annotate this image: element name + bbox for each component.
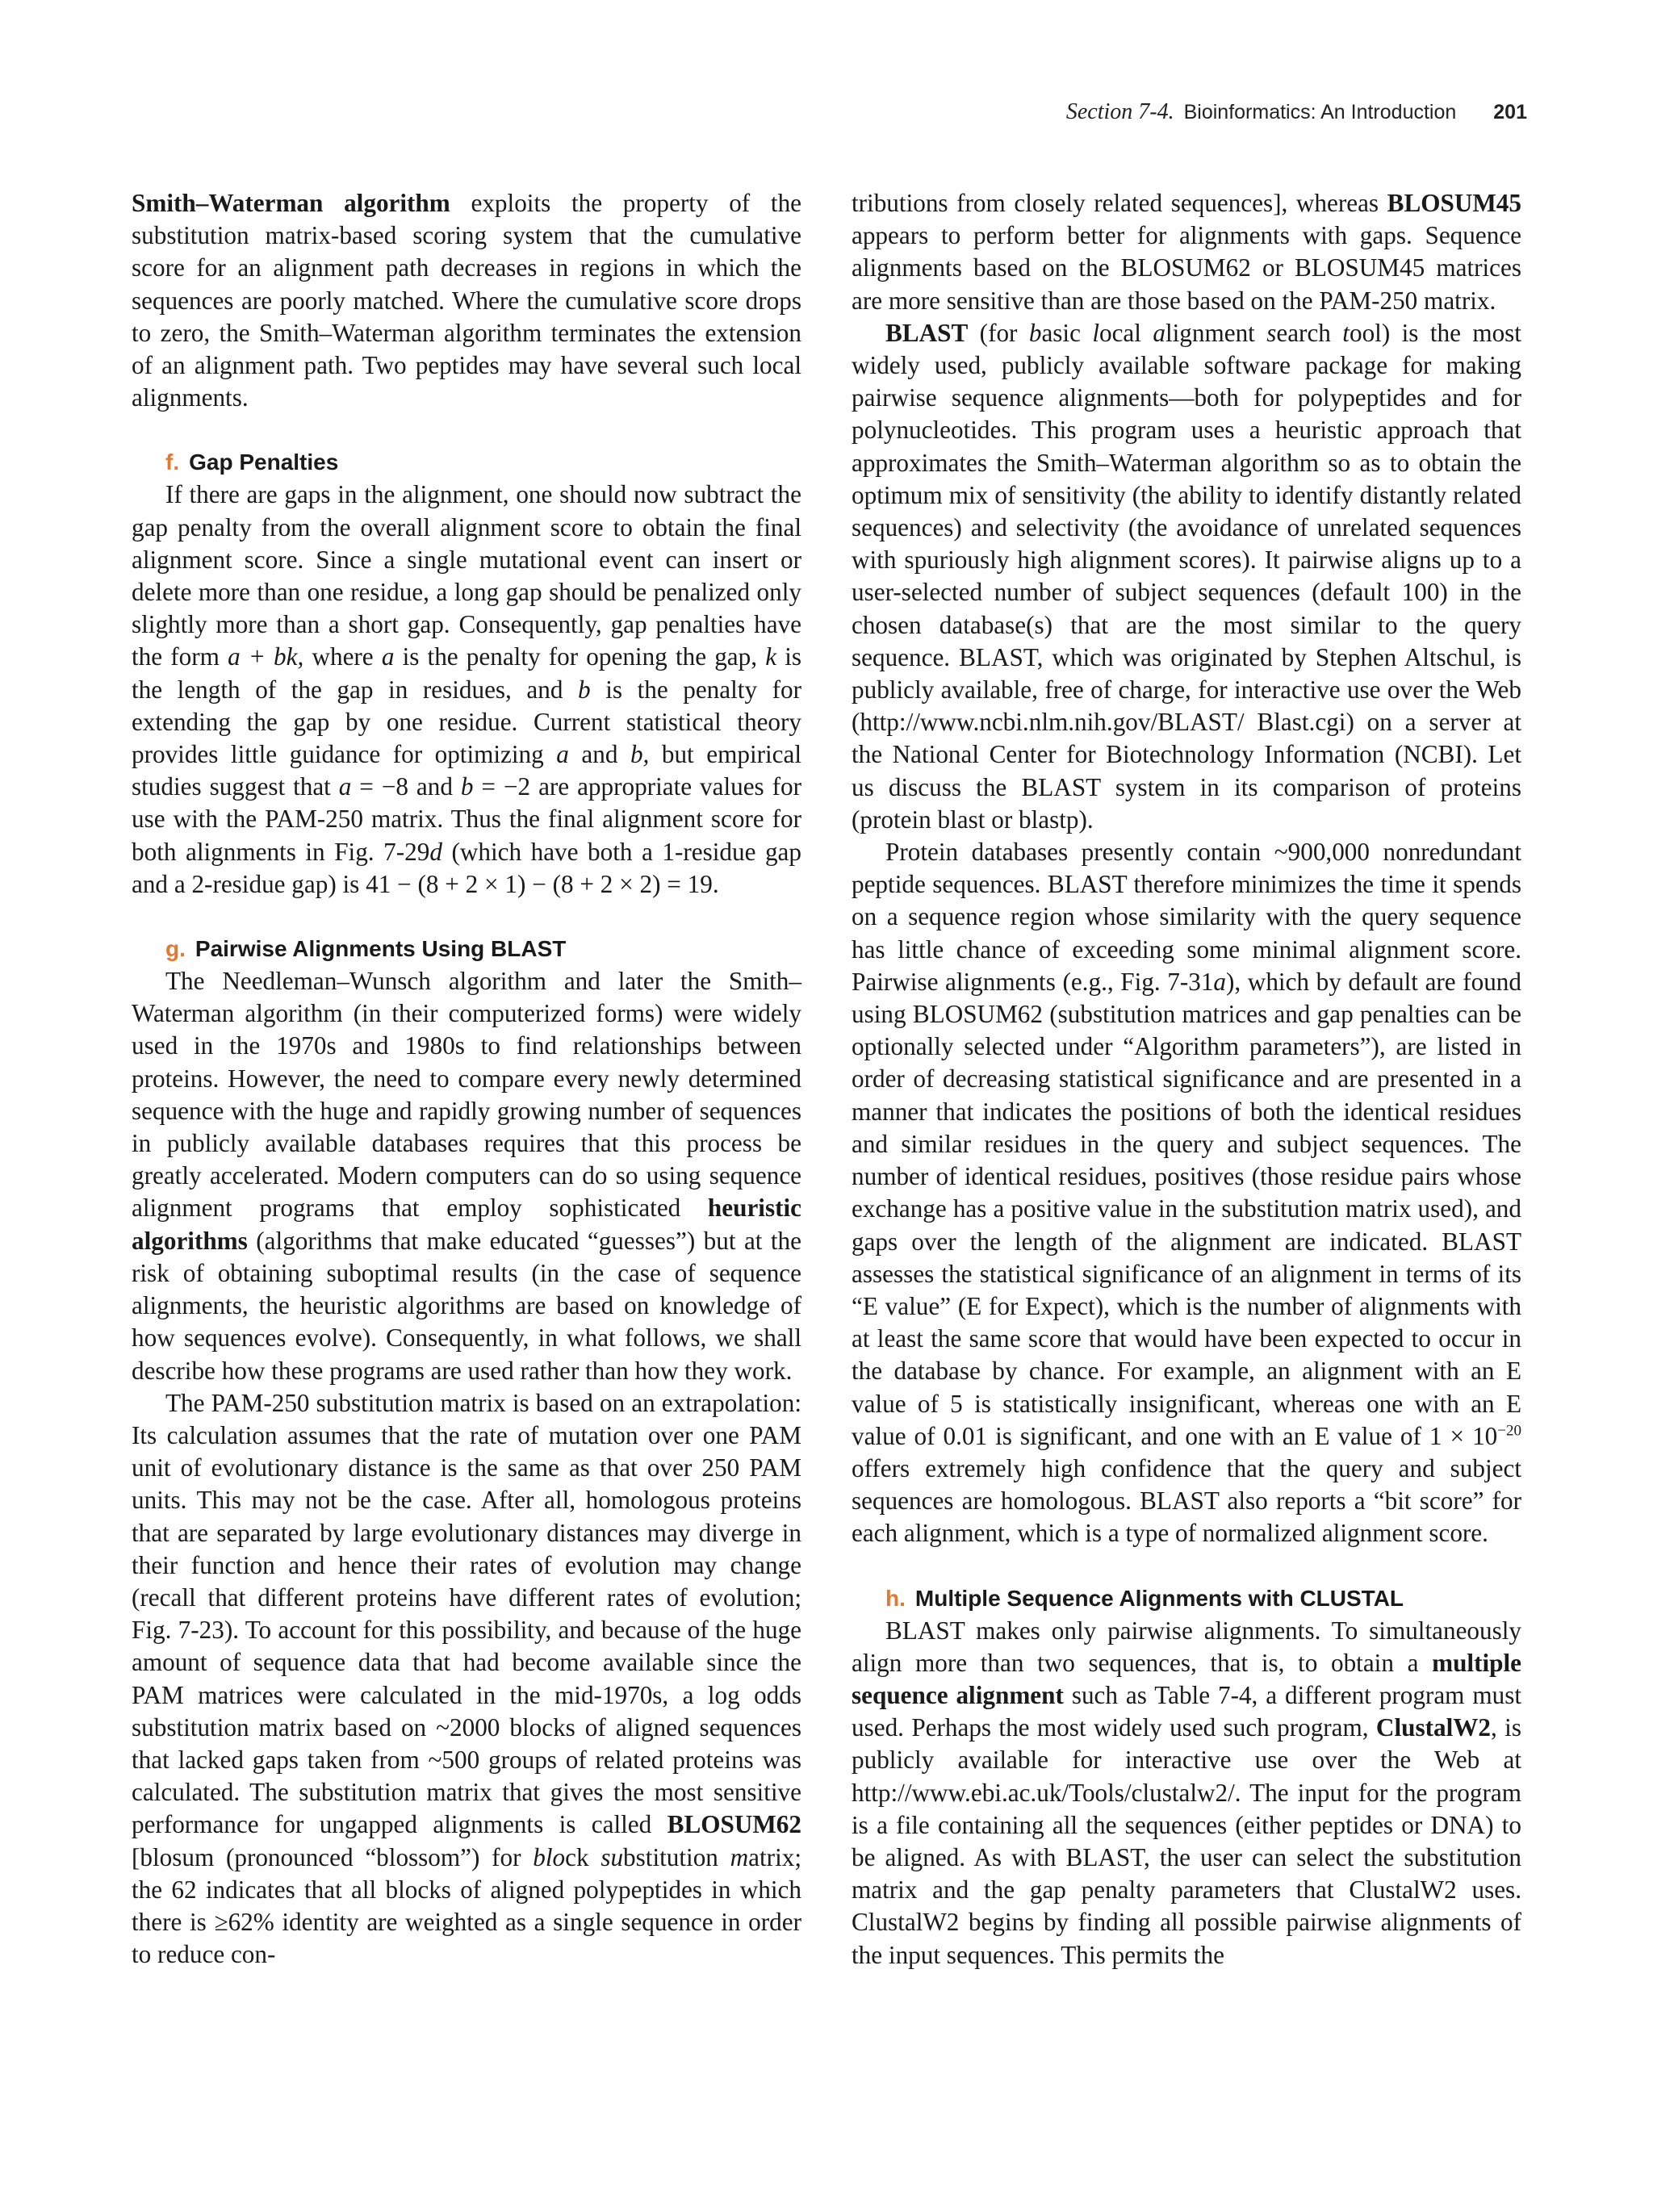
section-letter: h. bbox=[885, 1585, 906, 1611]
figure-ref: d bbox=[429, 837, 442, 866]
section-label: Section 7-4. bbox=[1065, 99, 1174, 124]
term-blast: BLAST bbox=[885, 318, 969, 347]
text-run: [blosum (pronounced “blossom”) for bbox=[132, 1842, 534, 1871]
right-column bbox=[852, 187, 1521, 1972]
italic-run: t bbox=[1342, 318, 1350, 347]
text-run: and bbox=[568, 740, 630, 769]
variable: b bbox=[578, 675, 591, 704]
section-heading-f bbox=[165, 446, 801, 479]
term-blosum45: BLOSUM45 bbox=[1387, 189, 1521, 217]
term-heuristic: heuristic algorithms bbox=[132, 1194, 801, 1255]
variable: k bbox=[765, 642, 777, 671]
text-run: (algorithms that make educated “guesses”) but at the risk of obtaining suboptimal results (in the case of sequence alignments, the heuristic algorithms are based on knowledge of how sequences evolve). Consequently, in what follows, we shall describe how these programs are used rather than how they work. bbox=[132, 1226, 801, 1385]
paragraph-gap-penalties bbox=[132, 479, 801, 901]
exponent: −20 bbox=[1497, 1422, 1521, 1440]
text-run: such as Table 7-4, a different program must used. Perhaps the most widely used such program, bbox=[852, 1680, 1521, 1742]
variable: a bbox=[556, 740, 569, 769]
italic-run: blo bbox=[533, 1842, 566, 1871]
italic-run: a bbox=[1153, 318, 1165, 347]
text-run: (for bbox=[968, 318, 1029, 347]
text-run: Protein databases presently contain ~900,000 nonredundant peptide sequences. BLAST therefore minimizes the time it spends on a sequence region whose similarity with the query sequence has little chance of exceeding some minimal alignment score. Pairwise alignments (e.g., Fig. 7-31 bbox=[852, 838, 1521, 996]
text-run: offers extremely high confidence that the query and subject sequences are homologous. BLAST also reports a “bit score” for each alignment, which is a type of normalized alignment score. bbox=[852, 1453, 1521, 1548]
italic-run: su bbox=[601, 1842, 624, 1871]
formula: a + bk, bbox=[228, 642, 304, 671]
text-run: The Needleman–Wunsch algorithm and later the Smith–Waterman algorithm (in their computerized forms) were widely used in the 1970s and 1980s to find relationships between proteins. However, the need to compare every newly determined sequence with the huge and rapidly growing number of sequences in publicly available databases requires that this process be greatly accelerated. Modern computers can do so using sequence alignment programs that employ sophisticated bbox=[132, 967, 801, 1223]
text-run: ocal bbox=[1099, 318, 1153, 347]
section-letter: f. bbox=[165, 450, 180, 475]
text-run: , is publicly available for interactive use over the Web at http://www.ebi.ac.uk/Tools/clustalw2/. The input for the program is a file containing all the sequences (either peptides or DNA) to be aligned. As with BLAST, the user can select the substitution matrix and the gap penalty parameters that ClustalW2 uses. ClustalW2 begins by finding all possible pairwise alignments of the input sequences. This permits the bbox=[852, 1713, 1521, 1969]
left-column bbox=[132, 187, 801, 1971]
term-clustalw2: ClustalW2 bbox=[1375, 1713, 1492, 1742]
paragraph-clustal bbox=[852, 1615, 1521, 1972]
term-multiple-alignment: multiple sequence alignment bbox=[852, 1648, 1521, 1709]
text-run: If there are gaps in the alignment, one should now subtract the gap penalty from the overall alignment score to obtain the final alignment score. Since a single mutational event can insert or delete more than one residue, a long gap should be penalized only slightly more than a short gap. Consequently, gap penalties have the form bbox=[132, 480, 801, 671]
italic-run: b bbox=[1028, 318, 1042, 347]
italic-run: m bbox=[730, 1842, 749, 1871]
italic-run: l bbox=[1092, 318, 1099, 347]
text-run: ck bbox=[565, 1842, 601, 1871]
text-run: where bbox=[303, 642, 382, 671]
variable: b, bbox=[630, 740, 650, 769]
text-run: = −8 and bbox=[351, 772, 461, 801]
text-run: appears to perform better for alignments with gaps. Sequence alignments based on the BLOSUM62 or BLOSUM45 matrices are more sensitive than are those based on the PAM-250 matrix. bbox=[852, 221, 1521, 315]
text-run: tributions from closely related sequences], whereas bbox=[852, 189, 1387, 217]
text-run: bstitution bbox=[623, 1842, 730, 1871]
variable: a bbox=[338, 772, 352, 801]
text-run: is the penalty for extending the gap by one residue. Current statistical theory provides little guidance for optimizing bbox=[132, 675, 801, 769]
paragraph-continuation bbox=[852, 187, 1521, 317]
term-smith-waterman: Smith–Waterman algorithm bbox=[132, 189, 450, 217]
text-run: asic bbox=[1041, 318, 1093, 347]
section-heading-h bbox=[885, 1583, 1521, 1615]
text-run: atrix; the 62 indicates that all blocks of aligned polypeptides in which there is ≥62% identity are weighted as a single sequence in order to reduce con- bbox=[132, 1842, 801, 1969]
text-run: lignment bbox=[1165, 318, 1267, 347]
text-run: ), which by default are found using BLOSUM62 (substitution matrices and gap penalties can be optionally selected under “Algorithm parameters”), are listed in order of decreasing statistical significance and are presented in a manner that indicates the positions of both the identical residues and similar residues in the query and subject sequences. The number of identical residues, positives (those residue pairs whose exchange has a positive value in the substitution matrix used), and gaps over the length of the alignment are indicated. BLAST assesses the statistical significance of an alignment in terms of its “E value” (E for Expect), which is the number of alignments with at least the same score that would have been expected to occur in the database by chance. For example, an alignment with an E value of 5 is statistically insignificant, whereas one with an E value of 0.01 is significant, and one with an E value of 1 × 10 bbox=[852, 967, 1521, 1450]
paragraph-pam-250 bbox=[132, 1387, 801, 1972]
section-letter: g. bbox=[165, 936, 186, 962]
section-title: Bioinformatics: An Introduction bbox=[1183, 101, 1457, 123]
section-title: Gap Penalties bbox=[189, 450, 339, 475]
paragraph-protein-databases bbox=[852, 836, 1521, 1549]
italic-run: s bbox=[1266, 318, 1277, 347]
section-title: Pairwise Alignments Using BLAST bbox=[195, 936, 567, 962]
section-title: Multiple Sequence Alignments with CLUSTAL bbox=[914, 1585, 1404, 1611]
text-run: but empirical studies suggest that bbox=[132, 740, 802, 801]
term-blosum62: BLOSUM62 bbox=[667, 1810, 801, 1839]
text-run: ool) is the most widely used, publicly available software package for making pairwise sequence alignments—both for polypeptides and for polynucleotides. This program uses a heuristic approach that approximates the Smith–Waterman algorithm so as to obtain the optimum mix of sensitivity (the ability to identify distantly related sequences) and selectivity (the avoidance of unrelated sequences with spuriously high alignment scores). It pairwise aligns up to a user-selected number of subject sequences (default 100) in the chosen database(s) that are the most similar to the query sequence. BLAST, which was originated by Stephen Altschul, is publicly available, free of charge, for interactive use over the Web (http://www.ncbi.nlm.nih.gov/BLAST/ Blast.cgi) on a server at the National Center for Biotechnology Information (NCBI). Let us discuss the BLAST system in its comparison of proteins (protein blast or blastp). bbox=[852, 318, 1521, 834]
text-run: = −2 are appropriate values for use with the PAM-250 matrix. Thus the final alignment score for both alignments in Fig. 7-29 bbox=[132, 772, 801, 866]
section-heading-g bbox=[165, 933, 801, 965]
paragraph-text: exploits the property of the substitution matrix-based scoring system that the cumulative score for an alignment path decreases in regions in which the sequences are poorly matched. Where the cumulative score drops to zero, the Smith–Waterman algorithm terminates the extension of an alignment path. Two peptides may have several such local alignments. bbox=[132, 189, 802, 412]
text-run: (which have both a 1-residue gap and a 2-residue gap) is 41 − (8 + 2 × 1) − (8 + 2 × 2) = 19. bbox=[132, 837, 801, 898]
text-run: is the penalty for opening the gap, bbox=[394, 642, 766, 671]
text-run: The PAM-250 substitution matrix is based on an extrapolation: Its calculation assumes that the rate of mutation over one PAM unit of evolutionary distance is the same as that over 250 PAM units. This may not be the case. After all, homologous proteins that are separated by large evolutionary distances may diverge in their function and hence their rates of evolution may change (recall that different proteins have different rates of evolution; Fig. 7-23). To account for this possibility, and because of the huge amount of sequence data that had become available since the PAM matrices were calculated in the mid-1970s, a log odds substitution matrix based on ~2000 blocks of aligned sequences that lacked gaps taken from ~500 groups of related proteins was calculated. The substitution matrix that gives the most sensitive performance for ungapped alignments is called bbox=[132, 1388, 801, 1839]
paragraph-blast bbox=[852, 317, 1521, 836]
text-run: is the length of the gap in residues, and bbox=[132, 642, 802, 704]
paragraph-needleman-wunsch bbox=[132, 965, 801, 1387]
running-head bbox=[1066, 99, 1527, 125]
figure-ref: a bbox=[1213, 967, 1227, 996]
page-number: 201 bbox=[1493, 101, 1527, 123]
variable: b bbox=[460, 772, 474, 801]
variable: a bbox=[381, 642, 395, 671]
text-run: BLAST makes only pairwise alignments. To simultaneously align more than two sequences, that is, to obtain a bbox=[852, 1616, 1521, 1677]
paragraph-smith-waterman bbox=[132, 187, 801, 414]
text-run: earch bbox=[1276, 318, 1343, 347]
